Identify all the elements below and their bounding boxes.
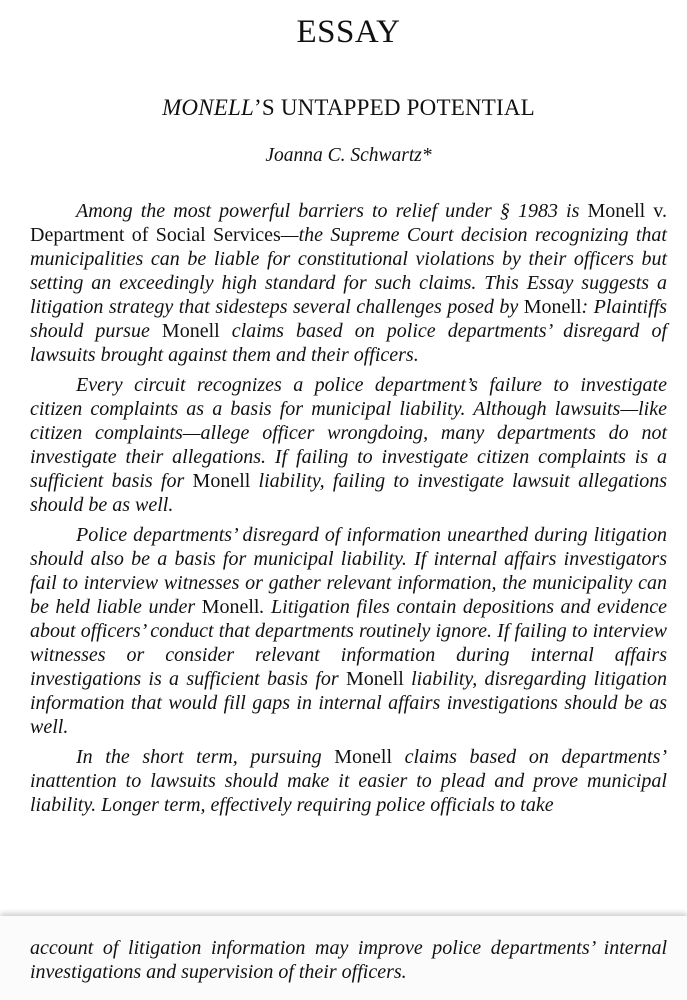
case-name-run: Monell	[334, 746, 393, 768]
article-title-italic: MONELL	[162, 95, 255, 120]
italic-run: claims based on departments’ inattention to lawsuits should make it easier to plead and prove municipal liability. Longer term, effectively requiring police officials to take	[30, 746, 668, 816]
abstract-paragraph-4	[30, 745, 667, 817]
case-name-run: Monell	[161, 320, 220, 342]
italic-run: liability, failing to investigate lawsuit allegations should be as well.	[30, 470, 667, 516]
author-name: Joanna C. Schwartz*	[265, 145, 432, 166]
case-name-run: Monell	[192, 470, 251, 492]
section-label: ESSAY	[296, 14, 401, 50]
italic-run: Among the most powerful barriers to relief under § 1983 is	[76, 200, 588, 222]
continuation-overlay	[0, 916, 687, 1000]
case-name-run: Monell	[523, 296, 582, 318]
italic-run: In the short term, pursuing	[76, 746, 335, 768]
abstract-paragraph-3	[30, 523, 667, 739]
abstract-paragraph-2	[30, 373, 667, 517]
case-name-run: Monell	[201, 596, 260, 618]
article-title	[30, 95, 667, 121]
abstract-body	[30, 199, 667, 817]
case-name-run: Monell v. Department of Social Services	[30, 200, 667, 246]
italic-run: —the Supreme Court decision recognizing that municipalities can be liable for constitutional violations by their officers but setting an exceedingly high standard for such claims. This Essay suggests a litigation strategy that sidesteps several challenges posed by	[30, 224, 667, 318]
italic-run: Every circuit recognizes a police department’s failure to investigate citizen complaints as a basis for municipal liability. Although lawsuits—like citizen complaints—allege officer wrongdoing, many departments do not investigate their allegations. If failing to investigate citizen complaints is a sufficient basis for	[30, 374, 667, 492]
abstract-paragraph-1	[30, 199, 667, 367]
case-name-run: Monell	[346, 668, 404, 690]
italic-run: claims based on police departments’ disregard of lawsuits brought against them and their officers.	[30, 320, 667, 366]
continuation-text: account of litigation information may improve police departments’ internal investigations and supervision of their officers.	[30, 937, 667, 983]
article-title-rest: ’S UNTAPPED POTENTIAL	[254, 95, 535, 120]
italic-run: Police departments’ disregard of information unearthed during litigation should also be a basis for municipal liability. If internal affairs investigators fail to interview witnesses or gather relevant information, the municipality can be held liable under	[30, 524, 667, 618]
italic-run: . Litigation files contain depositions and evidence about officers’ conduct that departments routinely ignore. If failing to interview witnesses or consider relevant information during internal affairs investigations is a sufficient basis for	[30, 596, 667, 690]
italic-run: liability, disregarding litigation information that would fill gaps in internal affairs investigations should be as well.	[30, 668, 667, 738]
italic-run: : Plaintiffs should pursue	[30, 296, 668, 342]
